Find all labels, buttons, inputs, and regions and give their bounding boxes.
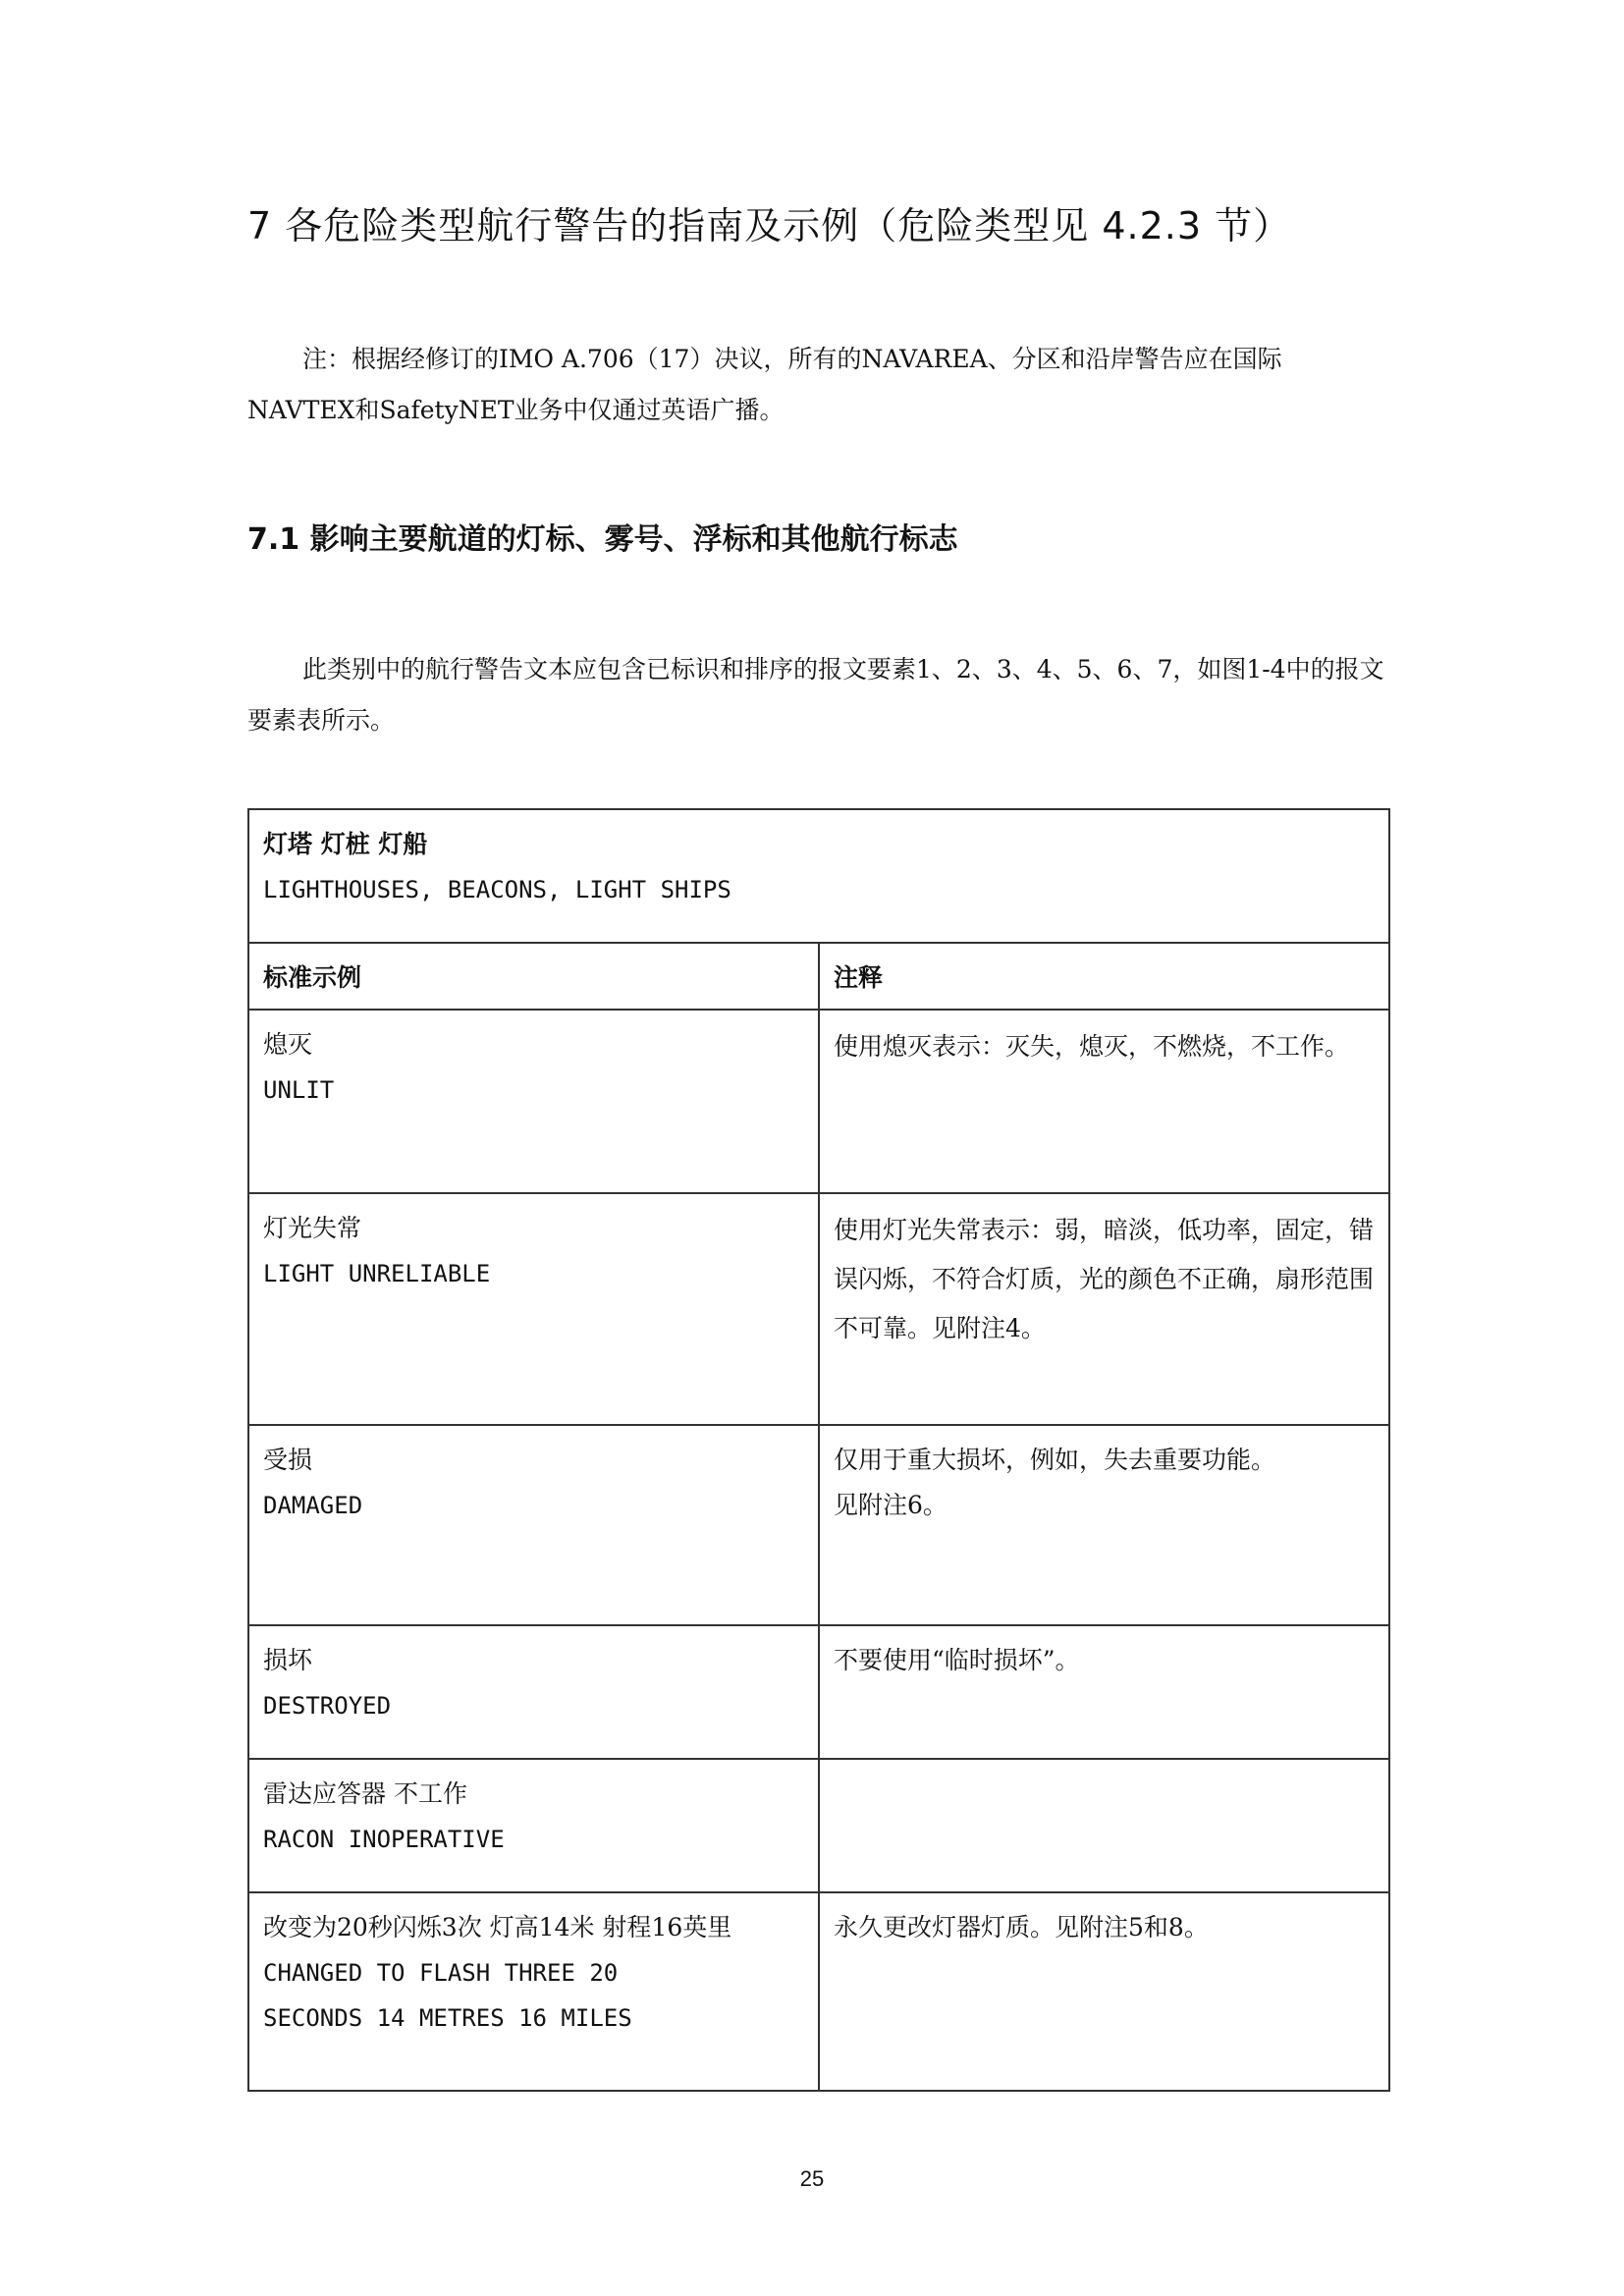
note-cell bbox=[819, 1759, 1389, 1892]
column-header-notes-label: 注释 bbox=[834, 963, 884, 992]
example-en: CHANGED TO FLASH THREE 20 bbox=[263, 1959, 619, 1987]
table-title-cn: 灯塔 灯桩 灯船 bbox=[263, 830, 428, 858]
page-number: 25 bbox=[799, 2166, 825, 2191]
note-cell bbox=[819, 1193, 1389, 1425]
note-text: 不要使用“临时损坏”。 bbox=[834, 1646, 1080, 1674]
note-text-secondary: 见附注6。 bbox=[834, 1491, 947, 1519]
example-cn: 损坏 bbox=[263, 1646, 313, 1674]
note-text: 使用熄灭表示：灭失，熄灭，不燃烧，不工作。 bbox=[834, 1032, 1350, 1061]
note-text: 使用灯光失常表示：弱，暗淡，低功率，固定，错误闪烁，不符合灯质，光的颜色不正确，扇形范围不可靠。见附注4。 bbox=[834, 1216, 1375, 1342]
note-cell bbox=[819, 1892, 1389, 2091]
broadcast-note: 注：根据经修订的IMO A.706（17）决议，所有的NAVAREA、分区和沿岸警告应在国际NAVTEX和SafetyNET业务中仅通过英语广播。 bbox=[247, 345, 1282, 424]
column-header-example-label: 标准示例 bbox=[263, 963, 362, 992]
example-cell bbox=[248, 1193, 819, 1425]
example-cn: 熄灭 bbox=[263, 1030, 313, 1059]
example-cn: 灯光失常 bbox=[263, 1214, 362, 1242]
table-row bbox=[248, 1010, 1389, 1193]
warning-examples-table bbox=[247, 808, 1390, 2092]
example-cell bbox=[248, 1625, 819, 1759]
page-heading: 7 各危险类型航行警告的指南及示例（危险类型见 4.2.3 节） bbox=[247, 204, 1292, 247]
example-en: LIGHT UNRELIABLE bbox=[263, 1260, 491, 1287]
example-cell bbox=[248, 1759, 819, 1892]
table-row bbox=[248, 1193, 1389, 1425]
column-header-notes bbox=[819, 943, 1389, 1010]
column-header-example bbox=[248, 943, 819, 1010]
note-cell bbox=[819, 1625, 1389, 1759]
note-text: 永久更改灯器灯质。见附注5和8。 bbox=[834, 1913, 1209, 1941]
table-title-cell bbox=[248, 809, 1389, 943]
table-row bbox=[248, 1425, 1389, 1625]
example-en-continued: SECONDS 14 METRES 16 MILES bbox=[263, 2004, 632, 2032]
example-cell bbox=[248, 1010, 819, 1193]
example-cn: 雷达应答器 不工作 bbox=[263, 1779, 467, 1808]
note-cell bbox=[819, 1010, 1389, 1193]
table-row bbox=[248, 1892, 1389, 2091]
example-cn: 改变为20秒闪烁3次 灯高14米 射程16英里 bbox=[263, 1913, 732, 1941]
example-en: UNLIT bbox=[263, 1076, 335, 1104]
section-intro: 此类别中的航行警告文本应包含已标识和排序的报文要素1、2、3、4、5、6、7，如图1-4中的报文要素表所示。 bbox=[247, 655, 1384, 735]
note-text: 仅用于重大损坏，例如，失去重要功能。 bbox=[834, 1446, 1276, 1474]
example-cell bbox=[248, 1892, 819, 2091]
example-en: RACON INOPERATIVE bbox=[263, 1826, 505, 1853]
example-cell bbox=[248, 1425, 819, 1625]
table-title-en: LIGHTHOUSES, BEACONS, LIGHT SHIPS bbox=[263, 876, 731, 903]
note-text bbox=[834, 1772, 1375, 1817]
note-cell bbox=[819, 1425, 1389, 1625]
table-header-row bbox=[248, 943, 1389, 1010]
table-row bbox=[248, 1625, 1389, 1759]
example-en: DAMAGED bbox=[263, 1492, 363, 1519]
example-cn: 受损 bbox=[263, 1446, 313, 1474]
section-title: 7.1 影响主要航道的灯标、雾号、浮标和其他航行标志 bbox=[247, 522, 958, 557]
example-en: DESTROYED bbox=[263, 1692, 392, 1720]
table-title-row bbox=[248, 809, 1389, 943]
table-row bbox=[248, 1759, 1389, 1892]
